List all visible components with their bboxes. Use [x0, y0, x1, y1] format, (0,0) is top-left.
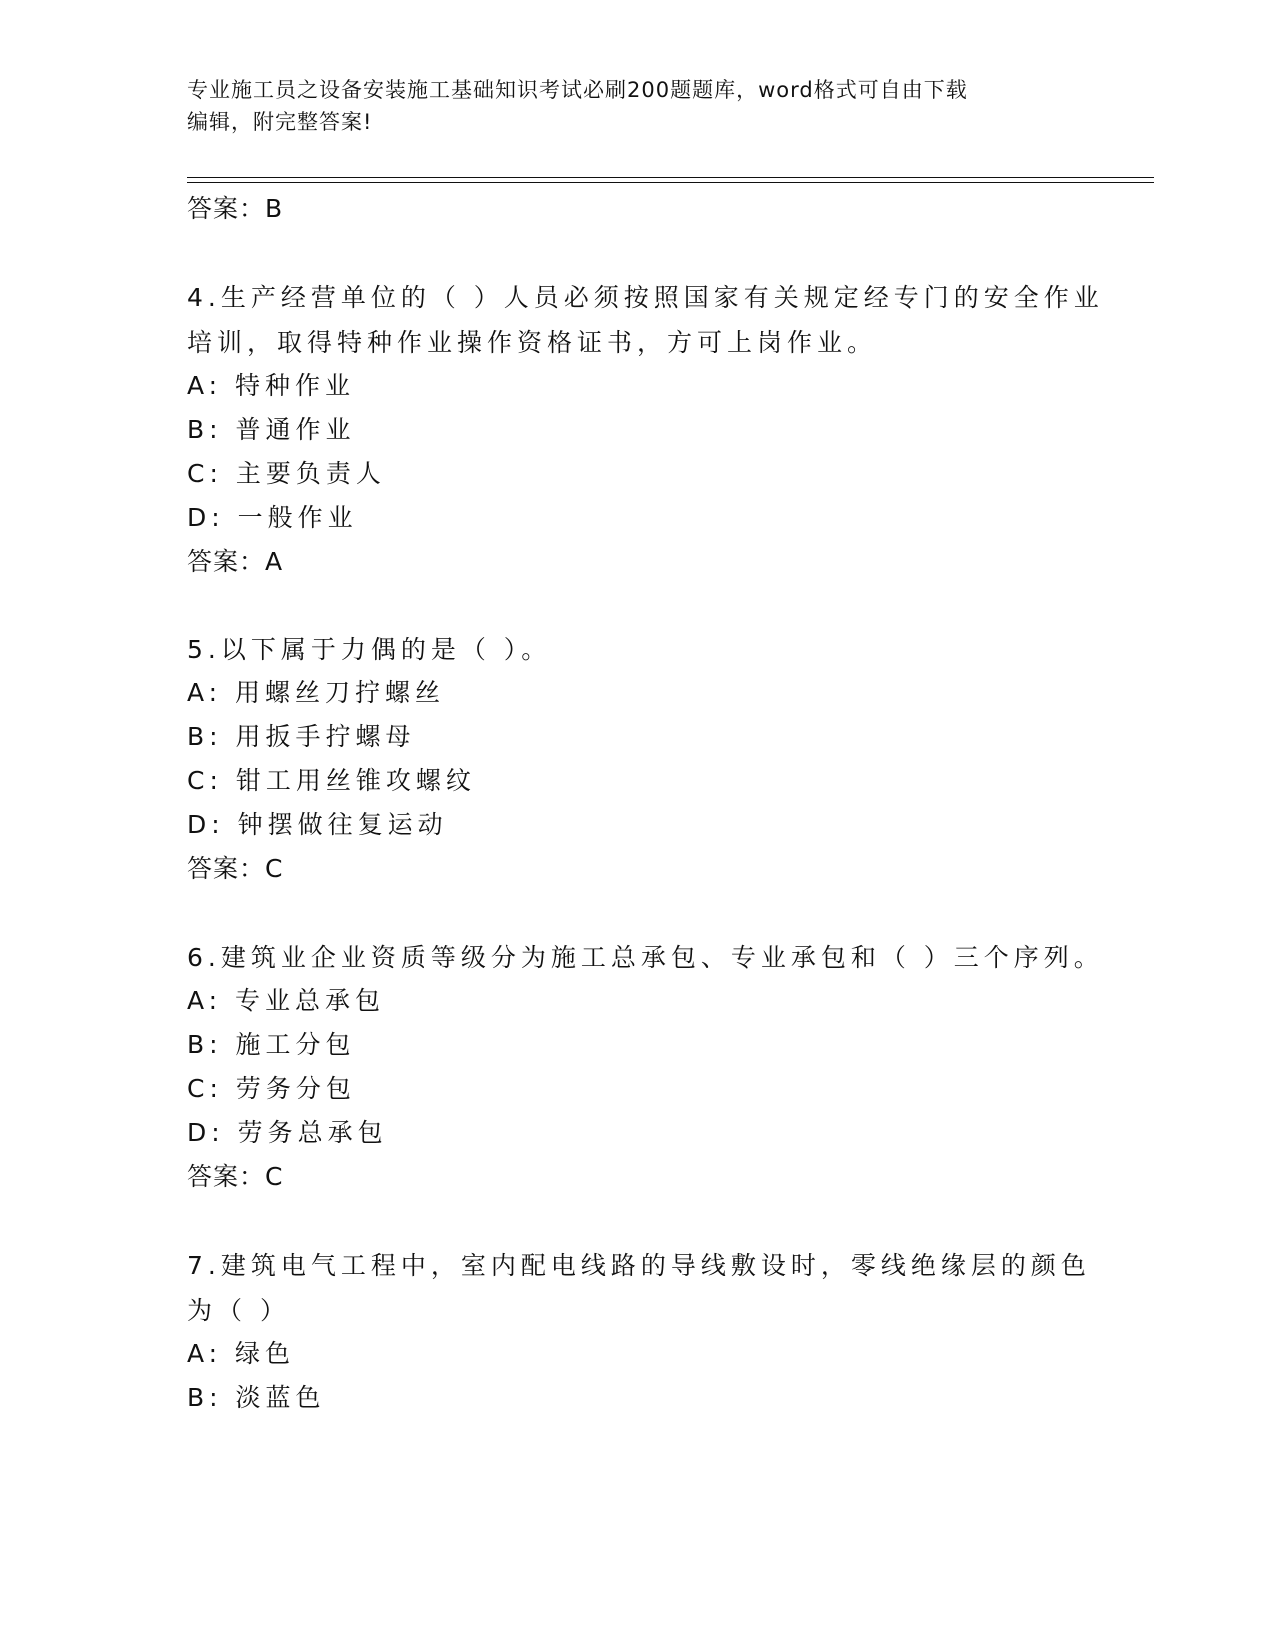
header-line-1: 专业施工员之设备安装施工基础知识考试必刷200题题库，word格式可自由下载 [187, 78, 968, 102]
question-6-option-d: D: 劳务总承包 [187, 1118, 388, 1147]
question-5-option-b: B: 用扳手拧螺母 [187, 722, 416, 751]
question-6-option-b: B: 施工分包 [187, 1030, 356, 1059]
question-5-answer: 答案：C [187, 854, 284, 883]
header-divider-bottom [187, 182, 1154, 183]
question-5-option-d: D: 钟摆做往复运动 [187, 810, 448, 839]
question-5-stem: 5.以下属于力偶的是（ ）。 [187, 635, 552, 664]
question-4-stem-line-1: 4.生产经营单位的（ ）人员必须按照国家有关规定经专门的安全作业 [187, 283, 1104, 312]
document-header [187, 74, 1087, 138]
previous-answer: 答案：B [187, 194, 284, 223]
question-6-option-c: C: 劳务分包 [187, 1074, 356, 1103]
question-4-option-d: D: 一般作业 [187, 503, 358, 532]
question-5-option-a: A: 用螺丝刀拧螺丝 [187, 678, 446, 707]
question-6-stem: 6.建筑业企业资质等级分为施工总承包、专业承包和（ ）三个序列。 [187, 943, 1104, 972]
question-4-answer: 答案：A [187, 547, 284, 576]
question-7-stem-line-1: 7.建筑电气工程中，室内配电线路的导线敷设时，零线绝缘层的颜色 [187, 1251, 1091, 1280]
question-7-option-a: A: 绿色 [187, 1339, 296, 1368]
question-4-option-a: A: 特种作业 [187, 371, 356, 400]
question-7-stem-line-2: 为（ ） [187, 1296, 290, 1325]
question-6-answer: 答案：C [187, 1162, 284, 1191]
question-4-option-c: C: 主要负责人 [187, 459, 386, 488]
question-5-option-c: C: 钳工用丝锥攻螺纹 [187, 766, 476, 795]
question-7-option-b: B: 淡蓝色 [187, 1383, 326, 1412]
question-4-option-b: B: 普通作业 [187, 415, 356, 444]
question-4-stem-line-2: 培训，取得特种作业操作资格证书，方可上岗作业。 [187, 328, 878, 357]
header-line-2: 编辑，附完整答案! [187, 110, 373, 134]
header-divider-top [187, 177, 1154, 178]
question-6-option-a: A: 专业总承包 [187, 986, 386, 1015]
